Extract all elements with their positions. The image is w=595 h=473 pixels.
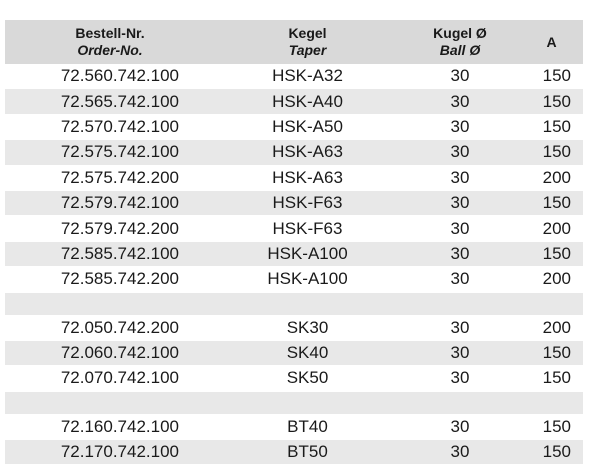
cell-taper: HSK-A50	[215, 114, 400, 139]
header-a	[520, 20, 583, 64]
cell-taper: BT50	[215, 440, 400, 465]
cell-ball: 30	[400, 241, 520, 266]
cell-order-no: 72.585.742.100	[5, 241, 215, 266]
cell-ball: 30	[400, 64, 520, 89]
product-table-container	[5, 20, 583, 465]
cell-a: 150	[520, 440, 583, 465]
cell-taper: SK50	[215, 366, 400, 391]
cell-ball: 30	[400, 114, 520, 139]
product-table	[5, 20, 583, 465]
cell-taper: HSK-F63	[215, 216, 400, 241]
cell-a: 200	[520, 216, 583, 241]
cell-order-no: 72.070.742.100	[5, 366, 215, 391]
table-row	[5, 241, 583, 266]
cell-ball: 30	[400, 267, 520, 292]
cell-a: 150	[520, 241, 583, 266]
cell-order-no: 72.579.742.100	[5, 190, 215, 215]
cell-order-no: 72.565.742.100	[5, 89, 215, 114]
header-a-label: A	[546, 33, 557, 50]
cell-order-no: 72.579.742.200	[5, 216, 215, 241]
table-row	[5, 190, 583, 215]
header-taper-en: Taper	[288, 42, 327, 58]
table-row	[5, 165, 583, 190]
cell-order-no: 72.560.742.100	[5, 64, 215, 89]
cell-a: 150	[520, 340, 583, 365]
table-row	[5, 315, 583, 340]
cell-order-no: 72.575.742.200	[5, 165, 215, 190]
table-row	[5, 216, 583, 241]
cell-taper: HSK-A63	[215, 140, 400, 165]
header-taper	[215, 20, 400, 64]
cell-a: 150	[520, 114, 583, 139]
cell-taper: SK40	[215, 340, 400, 365]
cell-order-no: 72.570.742.100	[5, 114, 215, 139]
cell-a: 150	[520, 366, 583, 391]
cell-a: 150	[520, 140, 583, 165]
cell-ball: 30	[400, 440, 520, 465]
group-separator	[5, 391, 583, 414]
header-taper-de: Kegel	[288, 25, 327, 41]
table-row	[5, 89, 583, 114]
cell-ball: 30	[400, 315, 520, 340]
table-row	[5, 114, 583, 139]
table-row	[5, 440, 583, 465]
cell-ball: 30	[400, 140, 520, 165]
cell-a: 150	[520, 190, 583, 215]
cell-taper: HSK-A40	[215, 89, 400, 114]
cell-taper: BT40	[215, 414, 400, 439]
table-body	[5, 64, 583, 465]
table-row	[5, 340, 583, 365]
table-row	[5, 267, 583, 292]
cell-order-no: 72.060.742.100	[5, 340, 215, 365]
cell-a: 200	[520, 267, 583, 292]
cell-ball: 30	[400, 165, 520, 190]
header-order-de: Bestell-Nr.	[75, 25, 145, 41]
table-row	[5, 366, 583, 391]
cell-ball: 30	[400, 89, 520, 114]
cell-ball: 30	[400, 190, 520, 215]
cell-ball: 30	[400, 216, 520, 241]
header-ball-en: Ball Ø	[439, 42, 481, 58]
table-row	[5, 414, 583, 439]
cell-a: 150	[520, 64, 583, 89]
cell-ball: 30	[400, 340, 520, 365]
header-order-en: Order-No.	[77, 42, 143, 58]
cell-a: 150	[520, 414, 583, 439]
cell-ball: 30	[400, 366, 520, 391]
cell-a: 150	[520, 89, 583, 114]
cell-taper: HSK-F63	[215, 190, 400, 215]
cell-order-no: 72.170.742.100	[5, 440, 215, 465]
cell-taper: HSK-A63	[215, 165, 400, 190]
table-row	[5, 64, 583, 89]
table-row	[5, 140, 583, 165]
header-order-no	[5, 20, 215, 64]
cell-a: 200	[520, 315, 583, 340]
cell-taper: HSK-A100	[215, 241, 400, 266]
cell-order-no: 72.160.742.100	[5, 414, 215, 439]
header-row	[5, 20, 583, 64]
group-separator	[5, 292, 583, 315]
cell-taper: HSK-A32	[215, 64, 400, 89]
header-ball-de: Kugel Ø	[433, 25, 487, 41]
cell-taper: HSK-A100	[215, 267, 400, 292]
cell-order-no: 72.585.742.200	[5, 267, 215, 292]
cell-ball: 30	[400, 414, 520, 439]
cell-order-no: 72.575.742.100	[5, 140, 215, 165]
cell-order-no: 72.050.742.200	[5, 315, 215, 340]
cell-a: 200	[520, 165, 583, 190]
header-ball	[400, 20, 520, 64]
table-header	[5, 20, 583, 64]
cell-taper: SK30	[215, 315, 400, 340]
